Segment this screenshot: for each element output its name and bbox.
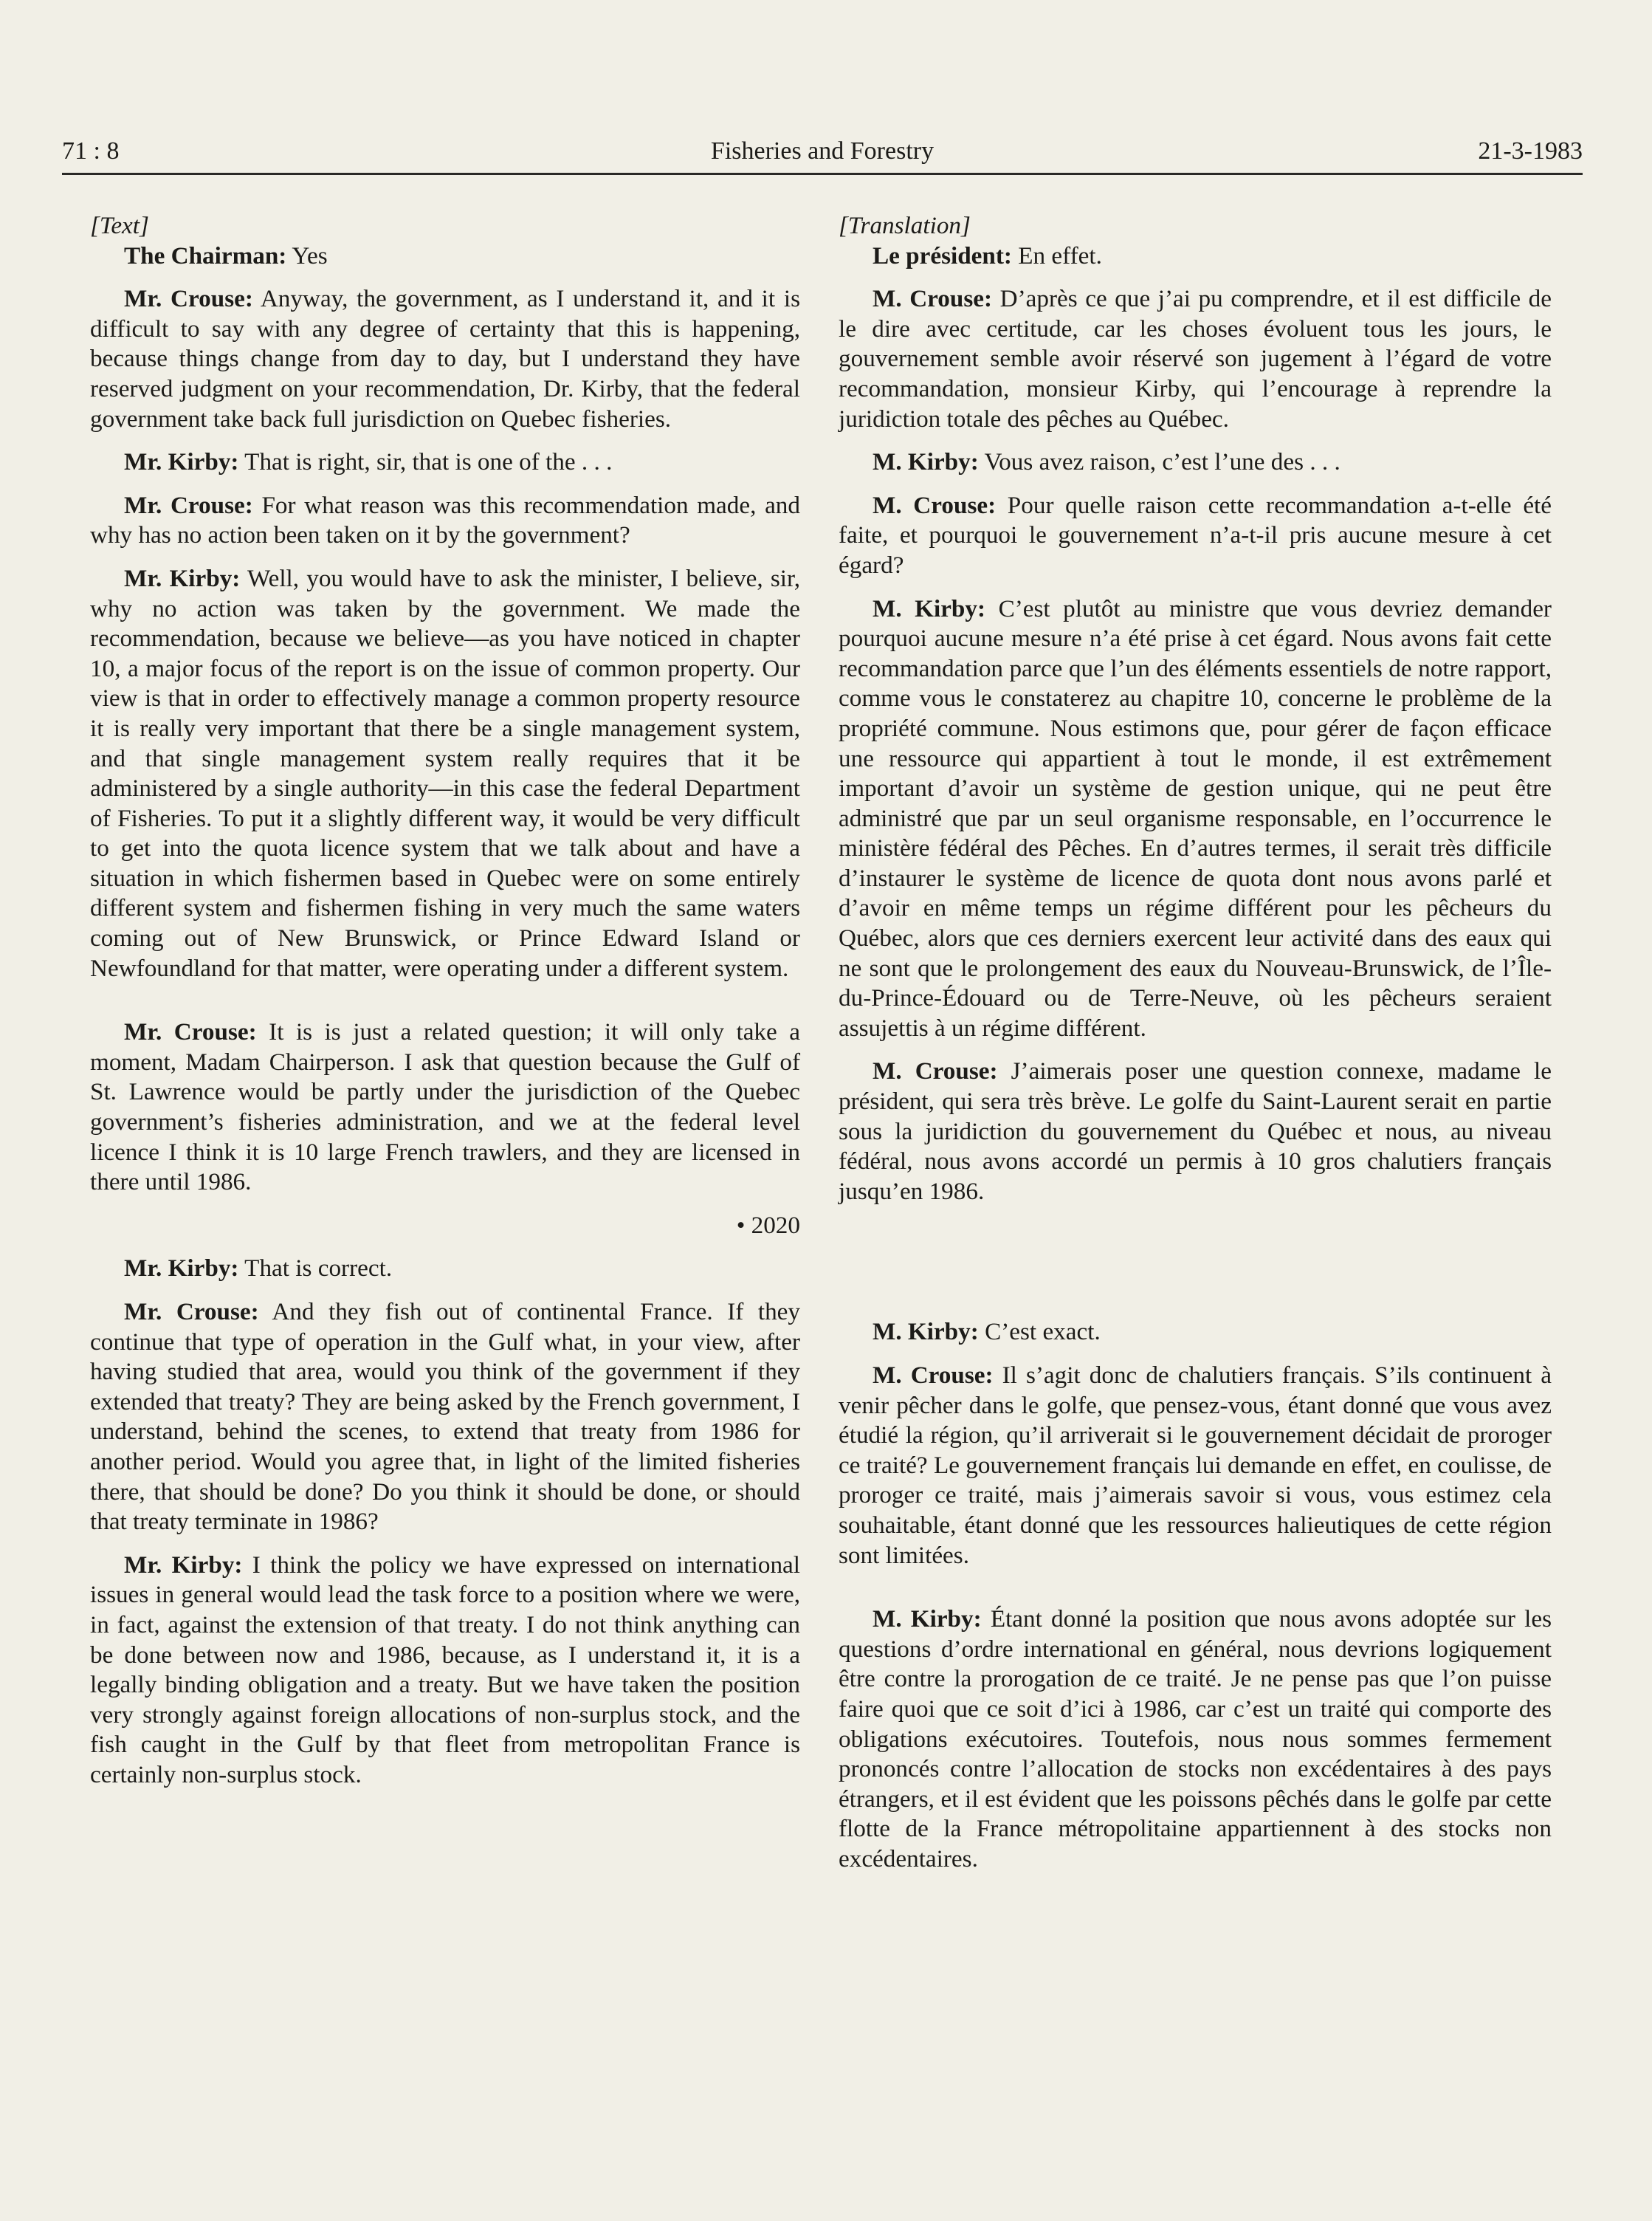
speech-text: That is correct. [238, 1254, 393, 1283]
speech-block [839, 594, 1552, 1044]
speech-block [90, 1254, 800, 1284]
speech-text: It is is just a related question; it will only take a moment, Madam Chairperson. I ask that question because the Gulf of St. Lawrence would be partly under the jurisdiction of the Quebec government’s fisheries administration, and we at the federal level licence I think it is 10 large French trawlers, and they are licensed in there until 1986. [90, 1018, 800, 1196]
speaker-name: Mr. Kirby: [124, 448, 239, 476]
speaker-name: Mr. Crouse: [124, 491, 253, 519]
text-tag: [Text] [90, 212, 149, 239]
speech-block [839, 1317, 1552, 1348]
speech-text: C’est exact. [978, 1318, 1101, 1346]
speaker-name: M. Kirby: [873, 1605, 982, 1633]
french-column [839, 211, 1552, 1875]
speech-block [839, 1604, 1552, 1874]
speech-block [839, 447, 1552, 478]
speech-text: And they fish out of continental France. If they continue that type of operation in the Gulf what, in your view, after having studied that area, would you think of the government if they extended that treaty? They are being asked by the French government, I understand, behind the scenes, to extend that treaty from 1986 for another period. Would you agree that, in light of the limited fisheries there, that should be done? Do you think it should be done, or should that treaty terminate in 1986? [90, 1298, 801, 1536]
speech-text: Pour quelle raison cette recommandation a-t-elle été faite, et pourquoi le gouvernement n’a-t-il pris aucune mesure à cet égard? [839, 491, 1552, 579]
speech-block [90, 1551, 800, 1791]
speech-text: Étant donné la position que nous avons adoptée sur les questions d’ordre international en général, nous devrions logiquement être contre la prorogation de ce traité. Je ne pense pas que l’on puisse faire quoi que ce soit d’ici à 1986, car c’est un traité qui comporte des obligations exécutoires. Toutefois, nous nous sommes fermement prononcés contre l’allocation de stocks non excédentaires à des pays étrangers, et il est évident que les poissons pêchés dans le golfe par cette flotte de la France métropolitaine appartiennent à des stocks non excédentaires. [839, 1605, 1552, 1872]
speech-text: En effet. [1011, 241, 1102, 270]
speaker-name: M. Crouse: [873, 1057, 998, 1085]
speaker-name: Mr. Crouse: [124, 285, 253, 313]
speaker-name: Mr. Crouse: [124, 1298, 259, 1325]
speaker-name: M. Crouse: [873, 1362, 994, 1389]
speech-block [90, 1297, 800, 1537]
speech-block [839, 241, 1552, 272]
speaker-name: M. Crouse: [873, 285, 993, 313]
speech-block [90, 241, 800, 272]
speech-block [90, 284, 800, 434]
speech-text: Well, you would have to ask the minister, I believe, sir, why no action was taken by the government. We made the recommendation, because we believe—as you have noticed in chapter 10, a major focus of the report is on the issue of common property. Our view is that in order to effectively manage a common property resource it is really very important that there be a single management system, and that single management system really requires that it be administered by a single authority—in this case the federal Department of Fisheries. To put it a slightly different way, it would be very difficult to get into the quota licence system that we talk about and have a situation in which fishermen based in Quebec were on some entirely different system and fishermen fishing in very much the same waters coming out of New Brunswick, or Prince Edward Island or Newfoundland for that matter, were operating under a different system. [90, 564, 800, 982]
speech-block [839, 1361, 1552, 1571]
speech-text: Yes [286, 241, 328, 270]
speech-block [90, 491, 800, 551]
speaker-name: Mr. Kirby: [124, 1254, 239, 1283]
speech-text: J’aimerais poser une question connexe, madame le président, qui sera très brève. Le golfe du Saint-Laurent serait en partie sous la juridiction du gouvernement du Québec et nous, au niveau fédéral, nous avons accordé un permis à 10 gros chalutiers français jusqu’en 1986. [839, 1057, 1552, 1205]
speech-text: Il s’agit donc de chalutiers français. S’ils continuent à venir pêcher dans le golfe, que pensez-vous, étant donné que vous avez étudié la région, qu’il arriverait si le gouvernement décidait de proroger ce traité? Le gouvernement français lui demande en effet, en coulisse, de proroger ce traité, mais j’aimerais savoir si vous, vous estimez cela souhaitable, étant donné que les ressources halieutiques de cette région sont limitées. [839, 1362, 1552, 1569]
speaker-name: M. Kirby: [873, 594, 986, 622]
time-mark: • 2020 [736, 1211, 800, 1239]
speaker-name: M. Kirby: [873, 1318, 979, 1346]
speaker-name: Mr. Crouse: [124, 1018, 257, 1046]
page-header [62, 134, 1583, 175]
speech-text: I think the policy we have expressed on international issues in general would lead the task force to a position where we were, in fact, against the extension of that treaty. I do not think anything can be done between now and 1986, because, as I understand it, it is a legally binding obligation and a treaty. But we have taken the position very strongly against foreign allocations of non-surplus stock, and the fish caught in the Gulf by that fleet from metropolitan France is certainly non-surplus stock. [90, 1551, 800, 1788]
speaker-name: Mr. Kirby: [124, 564, 241, 592]
speech-text: Anyway, the government, as I understand it, and it is difficult to say with any degree of certainty that this is happening, because things change from day to day, but I understand they have reserved judgment on your recommendation, Dr. Kirby, that the federal government take back full jurisdiction on Quebec fisheries. [90, 285, 800, 433]
speech-text: That is right, sir, that is one of the . . . [238, 448, 613, 476]
english-column [90, 211, 800, 1791]
speech-text: Vous avez raison, c’est l’une des . . . [978, 448, 1340, 476]
translation-tag: [Translation] [839, 212, 971, 239]
speaker-name: M. Crouse: [873, 491, 997, 519]
speech-block [839, 284, 1552, 434]
speaker-name: Mr. Kirby: [124, 1551, 243, 1579]
speech-block [90, 564, 800, 984]
speaker-name: Le président: [873, 241, 1012, 270]
speech-block [90, 1017, 800, 1198]
speech-text: For what reason was this recommendation made, and why has no action been taken on it by the government? [90, 491, 800, 549]
speech-block [90, 447, 800, 478]
speech-text: D’après ce que j’ai pu comprendre, et il est difficile de le dire avec certitude, car les choses évoluent tous les jours, le gouvernement semble avoir réservé son jugement à l’égard de votre recommandation, monsieur Kirby, qui l’encourage à reprendre la juridiction totale des pêches au Québec. [839, 285, 1552, 433]
speech-block [839, 491, 1552, 581]
sitting-date: 21-3-1983 [1478, 137, 1583, 165]
speech-block [839, 1057, 1552, 1206]
speaker-name: The Chairman: [124, 241, 287, 270]
committee-title: Fisheries and Forestry [710, 137, 935, 165]
speaker-name: M. Kirby: [873, 448, 979, 476]
page-number: 71 : 8 [62, 137, 120, 165]
speech-text: C’est plutôt au ministre que vous devriez demander pourquoi aucune mesure n’a été prise à cet égard. Nous avons fait cette recommandation parce que l’un des éléments essentiels de notre rapport, comme vous le constaterez au chapitre 10, concerne le problème de la propriété commune. Nous estimons que, pour gérer de façon efficace une ressource qui appartient à tout le monde, il est extrêmement important d’avoir un système de gestion unique, qui ne peut être administré que par un seul organisme responsable, en l’occurrence le ministère fédéral des Pêches. En d’autres termes, il serait très difficile d’instaurer le système de licence de quota dont nous avons parlé et d’avoir en même temps un régime différent pour les pêcheurs du Québec, alors que ces derniers exercent leur activité dans des eaux qui ne sont que le prolongement des eaux du Nouveau-Brunswick, de l’Île-du-Prince-Édouard ou de Terre-Neuve, où les pêcheurs seraient assujettis à un régime différent. [839, 594, 1552, 1042]
